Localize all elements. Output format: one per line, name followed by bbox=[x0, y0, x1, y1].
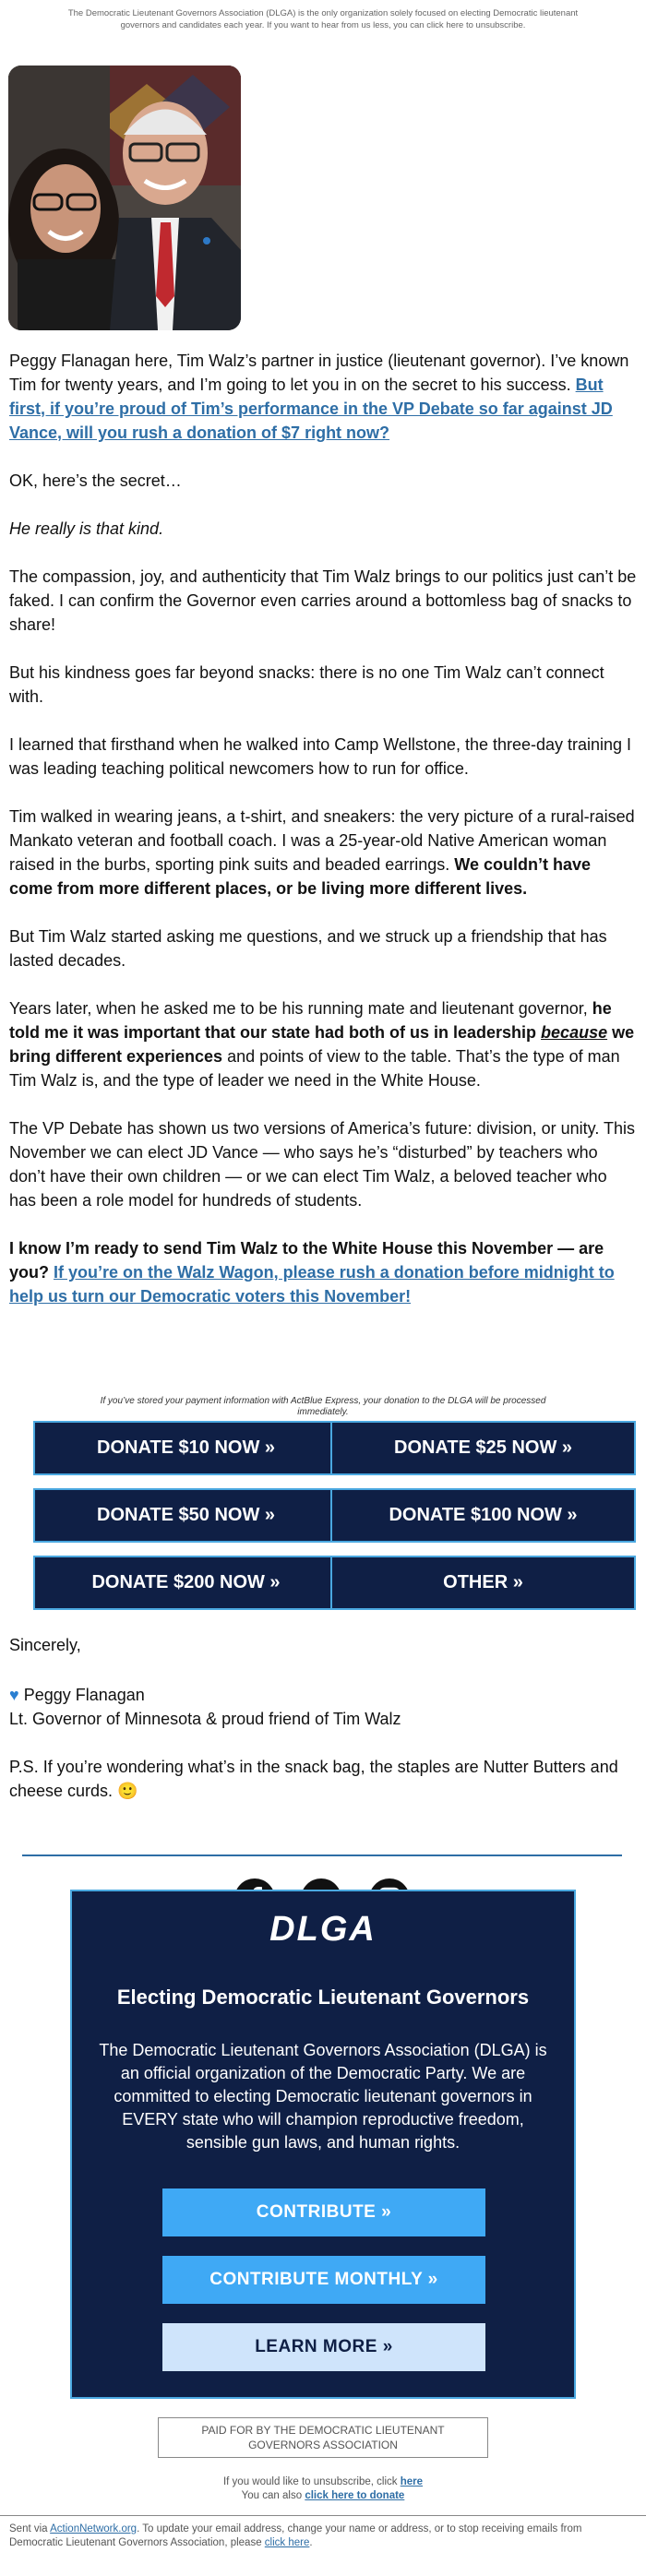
click-to-donate-link[interactable]: click here to donate bbox=[305, 2490, 405, 2501]
dlga-logo: DLGA bbox=[269, 1910, 377, 1949]
walz-wagon-donate-link[interactable]: If you’re on the Walz Wagon, please rush a donation before midnight to help us turn our Democratic voters this November! bbox=[9, 1263, 615, 1306]
different-lives-text: Tim walked in wearing jeans, a t-shirt, and sneakers: the very picture of a rural-raised Mankato veteran and football coach. I was a 25-year-old Native American woman raised in the burbs, sporting pink suits and beaded earrings. bbox=[9, 807, 635, 874]
dlga-info-box bbox=[70, 1890, 576, 2399]
para-vp-debate: The VP Debate has shown us two versions of America’s future: division, or unity. This November we can elect JD Vance — who says he’s “disturbed” by teachers who don’t have their own children — or we can elect Tim Walz, a beloved teacher who has been a role model for hundreds of students. bbox=[9, 1119, 635, 1210]
running-mate-end: and points of view to the table. That’s the type of man Tim Walz is, and the type of leader we need in the White House. bbox=[9, 1047, 620, 1090]
dlga-body: The Democratic Lieutenant Governors Association (DLGA) is an official organization of the Democratic Party. We are committed to electing Democratic lieutenant governors in EVERY state who will champion reproductive freedom, sensible gun laws, and human rights. bbox=[99, 2041, 547, 2152]
contribute-monthly-button[interactable]: CONTRIBUTE MONTHLY » bbox=[162, 2256, 485, 2304]
para-call-to-action bbox=[0, 1236, 646, 1308]
unsubscribe-text: If you would like to unsubscribe, click bbox=[222, 2476, 401, 2487]
running-mate-text: Years later, when he asked me to be his running mate and lieutenant governor, bbox=[9, 999, 592, 1018]
cta-bold: I know I’m ready to send Tim Walz to the White House this November — are you? bbox=[9, 1239, 604, 1282]
intro-text: Peggy Flanagan here, Tim Walz’s partner in justice (lieutenant governor). I’ve known Tim for twenty years, and I’m going to let you in on the secret to his success. bbox=[9, 352, 629, 394]
donate-10-button[interactable]: DONATE $10 NOW » bbox=[33, 1421, 339, 1475]
signature-line bbox=[0, 1683, 154, 1707]
footer-note bbox=[9, 2522, 628, 2550]
learn-more-button[interactable]: LEARN MORE » bbox=[162, 2323, 485, 2371]
donate-50-button[interactable]: DONATE $50 NOW » bbox=[33, 1488, 339, 1543]
paid-for-box: PAID FOR BY THE DEMOCRATIC LIEUTENANT GOVERNORS ASSOCIATION bbox=[158, 2417, 488, 2458]
unsubscribe-line bbox=[0, 2476, 646, 2487]
actblue-note: If you’ve stored your payment information with ActBlue Express, your donation to the DLGA will be processed immediately. bbox=[100, 1396, 546, 1417]
divider bbox=[22, 1854, 622, 1856]
manage-email-link[interactable]: click here bbox=[264, 2537, 310, 2548]
unsubscribe-link[interactable]: here bbox=[400, 2476, 424, 2487]
sincerely: Sincerely, bbox=[9, 1636, 81, 1654]
signature-name: Peggy Flanagan bbox=[23, 1686, 145, 1704]
para-secret: OK, here’s the secret… bbox=[9, 471, 182, 490]
dlga-heading: Electing Democratic Lieutenant Governors bbox=[116, 1986, 530, 2009]
ps-note: P.S. If you’re wondering what’s in the snack bag, the staples are Nutter Butters and cheese curds. 🙂 bbox=[9, 1758, 618, 1800]
footer-text-c: . bbox=[309, 2537, 313, 2548]
running-mate-bold: he told me it was important that our state had both of us in leadership bbox=[9, 999, 612, 1042]
para-camp-wellstone: I learned that firsthand when he walked into Camp Wellstone, the three-day training I was leading teaching political newcomers how to run for office. bbox=[9, 735, 632, 778]
para-kindness: But his kindness goes far beyond snacks: there is no one Tim Walz can’t connect with. bbox=[9, 663, 604, 706]
photo-illustration bbox=[8, 66, 241, 330]
because-emphasis: because bbox=[541, 1023, 608, 1042]
contribute-button[interactable]: CONTRIBUTE » bbox=[162, 2188, 485, 2236]
donate-7-link[interactable]: But first, if you’re proud of Tim’s performance in the VP Debate so far against JD Vance, will you rush a donation of $7 right now? bbox=[9, 376, 613, 442]
photo-peggy-and-tim bbox=[8, 66, 241, 330]
footer-text-b: . To update your email address, change your name or address, or to stop receiving emails from Democratic Lieutenant Governors Association, please bbox=[9, 2523, 582, 2548]
donate-other-button[interactable]: OTHER » bbox=[330, 1556, 636, 1610]
footer-divider bbox=[0, 2515, 646, 2516]
para-different-lives bbox=[0, 805, 646, 900]
donate-200-button[interactable]: DONATE $200 NOW » bbox=[33, 1556, 339, 1610]
blue-heart-icon: ♥ bbox=[9, 1686, 19, 1704]
para-intro bbox=[0, 349, 646, 445]
donate-line bbox=[0, 2490, 646, 2501]
para-running-mate bbox=[0, 996, 646, 1092]
different-experiences-bold: we bring different experiences bbox=[9, 1023, 635, 1066]
different-lives-bold: We couldn’t have come from more different places, or be living more different lives. bbox=[9, 855, 591, 898]
para-friendship: But Tim Walz started asking me questions, and we struck up a friendship that has lasted decades. bbox=[9, 927, 607, 970]
actionnetwork-link[interactable]: ActionNetwork.org bbox=[50, 2523, 138, 2534]
donate-text: You can also bbox=[241, 2490, 305, 2501]
donate-25-button[interactable]: DONATE $25 NOW » bbox=[330, 1421, 636, 1475]
signature-title: Lt. Governor of Minnesota & proud friend of Tim Walz bbox=[9, 1710, 401, 1728]
para-kind: He really is that kind. bbox=[9, 519, 164, 538]
top-note: The Democratic Lieutenant Governors Association (DLGA) is the only organization solely focused on electing Democratic lieutenant governors and candidates each year. If you want to hear from us less, you can click here to unsubscribe. bbox=[67, 8, 579, 30]
footer-text-a: Sent via bbox=[9, 2523, 51, 2534]
para-compassion: The compassion, joy, and authenticity that Tim Walz brings to our politics just can’t be faked. I can confirm the Governor even carries around a bottomless bag of snacks to share! bbox=[9, 567, 637, 634]
donate-100-button[interactable]: DONATE $100 NOW » bbox=[330, 1488, 636, 1543]
